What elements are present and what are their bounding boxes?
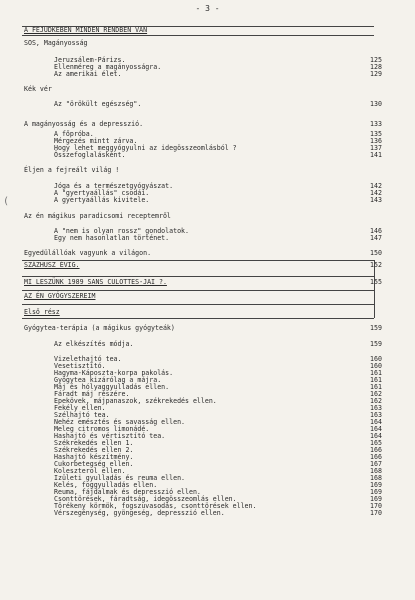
toc-entry-title: Szélhajtó tea. <box>54 411 110 419</box>
toc-entry-page: 164 <box>370 425 382 433</box>
box-rule-3 <box>22 290 374 291</box>
toc-entry-title: Koleszterol ellen. <box>54 467 126 475</box>
toc-entry-title: Meleg citromos limonádé. <box>54 425 150 433</box>
toc-entry-title: Reuma, fájdalmak és depresszió ellen. <box>54 488 201 496</box>
toc-entry-title: Törékeny körmök, fogszuvasodás, csonttörések ellen. <box>54 502 257 510</box>
punch-mark: ( <box>3 196 10 207</box>
toc-entry-title: Az "örökült egészség". <box>54 100 142 108</box>
toc-entry-page: 161 <box>370 383 382 391</box>
toc-entry-title: Csonttörések, fáradtság, idegösszeomlás ellen. <box>54 495 237 503</box>
toc-entry-page: 130 <box>370 100 382 108</box>
toc-entry-page: 159 <box>370 340 382 348</box>
toc-entry-title: Vesetisztító. <box>54 362 106 370</box>
toc-entry-title: A főpróba. <box>54 130 94 138</box>
toc-entry-title: Gyógytea-terápia (a mágikus gyógyteák) <box>24 324 175 332</box>
box-rule-4 <box>22 304 374 305</box>
toc-entry-title: Hogy lehet meggyógyulni az idegösszeomlásból ? <box>54 144 237 152</box>
toc-entry-page: 162 <box>370 390 382 398</box>
toc-entry-title: A gyertyaállás kivitele. <box>54 196 150 204</box>
toc-entry-title: Hashajtó és vértisztító tea. <box>54 432 166 440</box>
toc-entry-page: 166 <box>370 446 382 454</box>
toc-entry-title: Kék vér <box>24 85 52 93</box>
toc-entry-page: 135 <box>370 130 382 138</box>
toc-entry-title: A "gyertyaállás" csodái. <box>54 189 150 197</box>
toc-entry-page: 133 <box>370 120 382 128</box>
toc-entry-title: Fáradt máj részére. <box>54 390 130 398</box>
toc-entry-title: Fekély ellen. <box>54 404 106 412</box>
toc-entry-title: SZÁZHUSZ ÉVIG. <box>24 261 80 269</box>
toc-entry-title: Gyógytea kizárólag a májra. <box>54 376 162 384</box>
box-rule-2 <box>22 276 374 277</box>
toc-entry-title: Éljen a fejreált világ ! <box>24 166 120 174</box>
toc-entry-title: Mérgezés mintt zárva. <box>54 137 138 145</box>
toc-entry-page: 170 <box>370 502 382 510</box>
toc-entry-page: 152 <box>370 261 382 269</box>
toc-entry-page: 125 <box>370 56 382 64</box>
toc-entry-title: Összefoglalásként. <box>54 151 126 159</box>
toc-entry-title: Vizelethajtó tea. <box>54 355 122 363</box>
box-side-right <box>374 260 375 318</box>
toc-entry-title: Az amerikai élet. <box>54 70 122 78</box>
toc-entry-page: 161 <box>370 369 382 377</box>
toc-entry-page: 168 <box>370 467 382 475</box>
toc-entry-page: 161 <box>370 376 382 384</box>
toc-entry-page: 163 <box>370 404 382 412</box>
toc-entry-page: 160 <box>370 362 382 370</box>
toc-entry-title: AZ ÉN GYÓGYSZEREIM <box>24 292 96 300</box>
toc-entry-page: 155 <box>370 278 382 286</box>
toc-entry-page: 147 <box>370 234 382 242</box>
header-title: A FEJUDKEBEN MINDEN RENDBEN VAN <box>24 26 148 34</box>
toc-entry-page: 128 <box>370 63 382 71</box>
toc-entry-title: Egyedülállóak vagyunk a világon. <box>24 249 152 257</box>
toc-entry-title: A magányosság és a depresszió. <box>24 120 144 128</box>
toc-entry-page: 142 <box>370 182 382 190</box>
toc-entry-title: Kelés, foggyulladás ellen. <box>54 481 158 489</box>
toc-entry-title: Az elkészítés módja. <box>54 340 134 348</box>
toc-entry-title: Székrekedés ellen 2. <box>54 446 134 454</box>
toc-entry-title: Vérszegénység, gyöngeség, depresszió ellen. <box>54 509 225 517</box>
toc-entry-title: Jeruzsálem-Párizs. <box>54 56 126 64</box>
toc-entry-page: 136 <box>370 137 382 145</box>
toc-entry-title: Cukorbetegség ellen. <box>54 460 134 468</box>
toc-entry-page: 167 <box>370 460 382 468</box>
toc-entry-title: Hagyma-Káposzta-korpa pakolás. <box>54 369 174 377</box>
toc-entry-page: 160 <box>370 355 382 363</box>
toc-entry-page: 169 <box>370 495 382 503</box>
toc-entry-title: Izületi gyulladás és reuma ellen. <box>54 474 186 482</box>
toc-entry-page: 169 <box>370 488 382 496</box>
toc-entry-page: 150 <box>370 249 382 257</box>
toc-entry-title: Az én mágikus paradicsomi receptemről <box>24 212 171 220</box>
toc-entry-page: 141 <box>370 151 382 159</box>
toc-entry-title: Székrekedés ellen 1. <box>54 439 134 447</box>
toc-entry-page: 165 <box>370 439 382 447</box>
header-rule-bottom <box>22 35 374 36</box>
toc-entry-title: A "nem is olyan rossz" gondolatok. <box>54 227 189 235</box>
toc-entry-page: 146 <box>370 227 382 235</box>
toc-entry-page: 168 <box>370 474 382 482</box>
box-rule-1 <box>22 260 374 261</box>
toc-entry-page: 129 <box>370 70 382 78</box>
toc-entry-page: 159 <box>370 324 382 332</box>
toc-entry-page: 166 <box>370 453 382 461</box>
toc-entry-title: Hashajtó készítmény. <box>54 453 134 461</box>
toc-entry-title: Ellenméreg a magányosságra. <box>54 63 162 71</box>
toc-entry-page: 169 <box>370 481 382 489</box>
toc-entry-title: Egy nem hasonlatlan történet. <box>54 234 170 242</box>
toc-entry-title: Első rész <box>24 308 60 316</box>
toc-entry-title: Epekövek, májpanaszok, székrekedés ellen. <box>54 397 217 405</box>
toc-entry-page: 143 <box>370 196 382 204</box>
toc-entry-page: 142 <box>370 189 382 197</box>
toc-entry-page: 137 <box>370 144 382 152</box>
toc-entry-title: Máj és hólyaggyulladás ellen. <box>54 383 170 391</box>
toc-entry-title: MI LESZÜNK 1989 SANS CULOTTES-JAI ?. <box>24 278 167 286</box>
toc-entry-page: 164 <box>370 432 382 440</box>
toc-entry-page: 162 <box>370 397 382 405</box>
toc-entry-page: 170 <box>370 509 382 517</box>
toc-entry-title: SOS, Magányosság <box>24 39 88 47</box>
toc-entry-title: Nehéz emésztés és savasság ellen. <box>54 418 186 426</box>
box-rule-5 <box>22 318 374 319</box>
page-number: - 3 - <box>195 4 220 13</box>
toc-entry-page: 164 <box>370 418 382 426</box>
toc-entry-title: Jóga és a természetgyógyászat. <box>54 182 174 190</box>
toc-entry-page: 163 <box>370 411 382 419</box>
